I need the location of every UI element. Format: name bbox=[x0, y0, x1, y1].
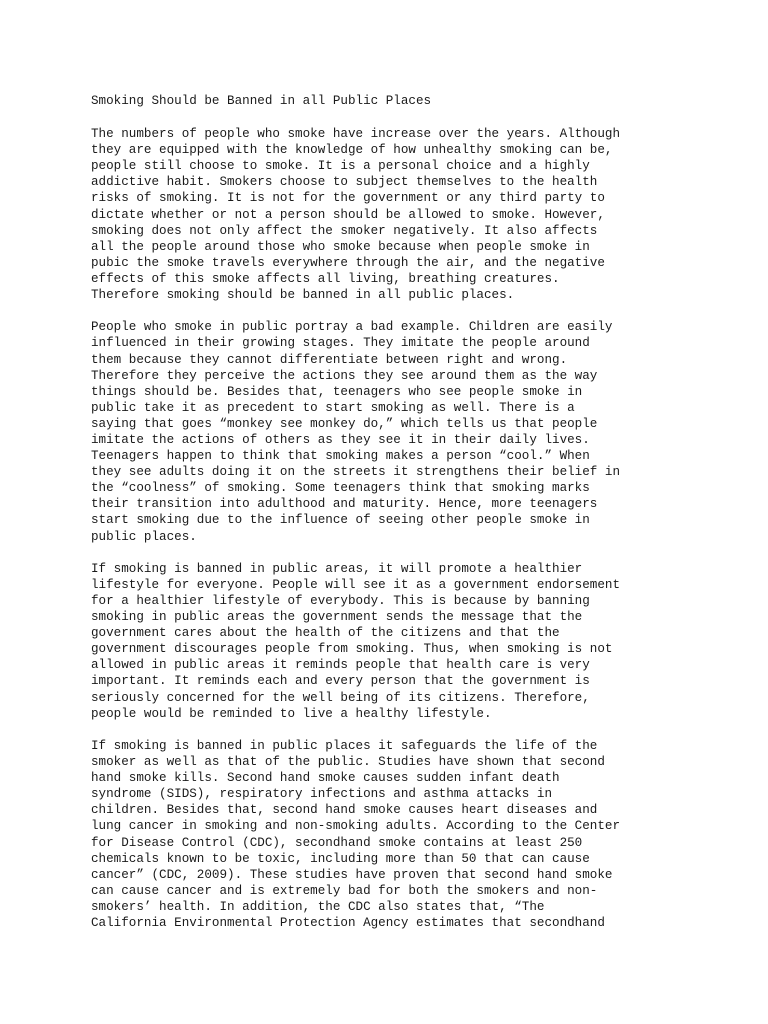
text-line: they see adults doing it on the streets it strengthens their belief in bbox=[91, 465, 621, 480]
text-line: lifestyle for everyone. People will see it as a government endorsement bbox=[91, 577, 621, 592]
text-line: imitate the actions of others as they see it in their daily lives. bbox=[91, 432, 590, 447]
text-line: can cause cancer and is extremely bad for both the smokers and non- bbox=[91, 883, 598, 898]
text-line: syndrome (SIDS), respiratory infections and asthma attacks in bbox=[91, 787, 553, 802]
text-line: If smoking is banned in public areas, it will promote a healthier bbox=[91, 561, 583, 576]
paragraph-3 bbox=[91, 561, 691, 722]
text-line: all the people around those who smoke because when people smoke in bbox=[91, 239, 590, 254]
text-line: their transition into adulthood and maturity. Hence, more teenagers bbox=[91, 497, 598, 512]
text-line: addictive habit. Smokers choose to subject themselves to the health bbox=[91, 175, 598, 190]
text-line: saying that goes “monkey see monkey do,” which tells us that people bbox=[91, 416, 598, 431]
text-line: The numbers of people who smoke have increase over the years. Although bbox=[91, 127, 621, 142]
text-line: seriously concerned for the well being of its citizens. Therefore, bbox=[91, 690, 590, 705]
text-line: them because they cannot differentiate between right and wrong. bbox=[91, 352, 568, 367]
text-line: risks of smoking. It is not for the government or any third party to bbox=[91, 191, 605, 206]
text-line: public take it as precedent to start smoking as well. There is a bbox=[91, 400, 575, 415]
text-line: people still choose to smoke. It is a personal choice and a highly bbox=[91, 159, 590, 174]
paragraph-2 bbox=[91, 319, 691, 544]
text-line: effects of this smoke affects all living, breathing creatures. bbox=[91, 271, 560, 286]
document-title: Smoking Should be Banned in all Public Places bbox=[91, 94, 432, 108]
text-line: people would be reminded to live a healthy lifestyle. bbox=[91, 706, 492, 721]
text-line: smoker as well as that of the public. Studies have shown that second bbox=[91, 755, 605, 770]
text-line: Teenagers happen to think that smoking makes a person “cool.” When bbox=[91, 449, 590, 464]
document-body bbox=[91, 93, 691, 947]
paragraph-1 bbox=[91, 126, 691, 303]
text-line: pubic the smoke travels everywhere through the air, and the negative bbox=[91, 255, 605, 270]
paragraph-4 bbox=[91, 738, 691, 931]
text-line: hand smoke kills. Second hand smoke causes sudden infant death bbox=[91, 771, 560, 786]
text-line: they are equipped with the knowledge of how unhealthy smoking can be, bbox=[91, 143, 613, 158]
text-line: If smoking is banned in public places it safeguards the life of the bbox=[91, 738, 598, 753]
text-line: California Environmental Protection Agency estimates that secondhand bbox=[91, 915, 605, 930]
text-line: chemicals known to be toxic, including more than 50 that can cause bbox=[91, 851, 590, 866]
text-line: smoking does not only affect the smoker negatively. It also affects bbox=[91, 223, 598, 238]
text-line: lung cancer in smoking and non-smoking adults. According to the Center bbox=[91, 819, 621, 834]
text-line: Therefore they perceive the actions they see around them as the way bbox=[91, 368, 598, 383]
text-line: for a healthier lifestyle of everybody. This is because by banning bbox=[91, 594, 590, 608]
text-line: government cares about the health of the citizens and that the bbox=[91, 626, 560, 641]
text-line: start smoking due to the influence of seeing other people smoke in bbox=[91, 513, 590, 528]
text-line: People who smoke in public portray a bad example. Children are easily bbox=[91, 320, 613, 335]
text-line: dictate whether or not a person should be allowed to smoke. However, bbox=[91, 207, 605, 222]
text-line: smoking in public areas the government sends the message that the bbox=[91, 610, 583, 625]
text-line: government discourages people from smoking. Thus, when smoking is not bbox=[91, 642, 613, 657]
text-line: influenced in their growing stages. They imitate the people around bbox=[91, 336, 590, 351]
text-line: things should be. Besides that, teenagers who see people smoke in bbox=[91, 384, 583, 399]
text-line: public places. bbox=[91, 529, 197, 544]
text-line: Therefore smoking should be banned in all public places. bbox=[91, 288, 515, 303]
text-line: for Disease Control (CDC), secondhand smoke contains at least 250 bbox=[91, 835, 583, 850]
text-line: the “coolness” of smoking. Some teenagers think that smoking marks bbox=[91, 481, 590, 496]
text-line: cancer” (CDC, 2009). These studies have proven that second hand smoke bbox=[91, 867, 613, 882]
text-line: children. Besides that, second hand smoke causes heart diseases and bbox=[91, 803, 598, 818]
text-line: important. It reminds each and every person that the government is bbox=[91, 674, 590, 689]
text-line: smokers’ health. In addition, the CDC also states that, “The bbox=[91, 899, 545, 914]
text-line: allowed in public areas it reminds people that health care is very bbox=[91, 658, 590, 673]
